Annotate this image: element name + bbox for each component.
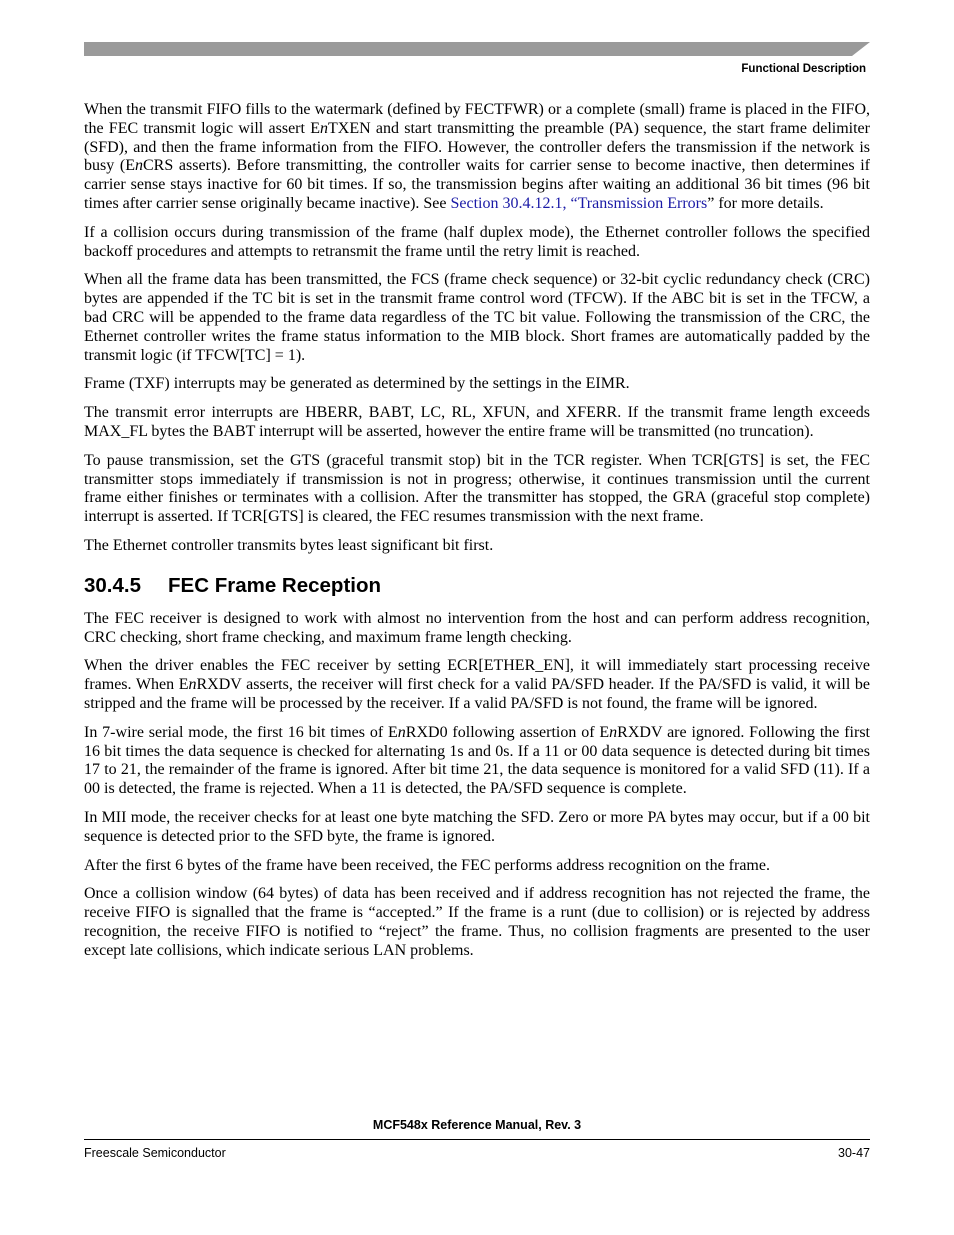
page-content bbox=[84, 101, 870, 970]
section-title: FEC Frame Reception bbox=[168, 573, 382, 597]
paragraph-fcs: When all the frame data has been transmitted, the FCS (frame check sequence) or 32-bit cyclic redundancy check (CRC) bytes are appended if the TC bit is set in the transmit frame control word (TFCW). If the ABC bit is set in the TFCW, a bad CRC will be appended to the frame data regardless of the TC bit value. Following the transmission of the CRC, the Ethernet controller writes the frame status information to the MIB block. Short frames are automatically padded by the transmit logic (if TFCW[TC] = 1). bbox=[84, 271, 870, 364]
paragraph-driver-enable: When the driver enables the FEC receiver by setting ECR[ETHER_EN], it will immediately start processing receive frames. When EnRXDV asserts, the receiver will first check for a valid PA/SFD header. If the PA/SFD is valid, it will be stripped and the frame will be processed by the receiver. If a valid PA/SFD is not found, the frame will be ignored. bbox=[84, 657, 870, 712]
footer-manual-title: MCF548x Reference Manual, Rev. 3 bbox=[372, 1118, 582, 1132]
transmission-errors-link[interactable]: Section 30.4.12.1, “Transmission Errors bbox=[450, 194, 708, 212]
paragraph-7-wire: In 7-wire serial mode, the first 16 bit times of EnRXD0 following assertion of EnRXDV are ignored. Following the first 16 bit times the data sequence is checked for alternating 1s and 0s. If a 11 or 00 data sequence is detected during bit times 17 to 21, the remainder of the frame is ignored. After bit time 21, the data sequence is monitored for a valid SFD (11). If a 00 is detected, the frame is rejected. When a 11 is detected, the PA/SFD sequence is complete. bbox=[84, 723, 870, 798]
paragraph-error-interrupts: The transmit error interrupts are HBERR, BABT, LC, RL, XFUN, and XFERR. If the transmit frame length exceeds MAX_FL bytes the BABT interrupt will be asserted, however the entire frame will be transmitted (no truncation). bbox=[84, 404, 870, 440]
paragraph-txf: Frame (TXF) interrupts may be generated as determined by the settings in the EIMR. bbox=[84, 375, 630, 393]
section-heading bbox=[84, 574, 870, 598]
paragraph-collision-window: Once a collision window (64 bytes) of data has been received and if address recognition has not rejected the frame, the receive FIFO is signalled that the frame is “accepted.” If the frame is a runt (due to collision) or is rejected by address recognition, the receive FIFO is notified to “reject” the frame. Thus, no collision fragments are presented to the user except late collisions, which indicate serious LAN problems. bbox=[84, 885, 870, 959]
paragraph-collision: If a collision occurs during transmission of the frame (half duplex mode), the Ethernet controller follows the specified backoff procedures and attempts to retransmit the frame until the retry limit is reached. bbox=[84, 223, 870, 260]
header-bar bbox=[84, 42, 870, 56]
running-header-title: Functional Description bbox=[741, 63, 866, 75]
paragraph-transmit-fifo: When the transmit FIFO fills to the watermark (defined by FECTFWR) or a complete (small) frame is placed in the FIFO, the FEC transmit logic will assert EnTXEN and start transmitting the preamble (PA) sequence, the start frame delimiter (SFD), and then the frame information from the FIFO. However, the controller defers the transmission if the network is busy (EnCRS asserts). Before transmitting, the controller waits for carrier sense to become inactive, then determines if carrier sense stays inactive for 60 bit times. If so, the transmission begins after waiting an additional 36 bit times (96 bit times after carrier sense originally became inactive). See Section 30.4.12.1, “Transmission Errors” for more details. bbox=[84, 101, 871, 212]
paragraph-pause: To pause transmission, set the GTS (graceful transmit stop) bit in the TCR register. When TCR[GTS] is set, the FEC transmitter stops immediately if transmission is not in progress; otherwise, it continues transmission until the current frame either finishes or terminates with a collision. After the transmitter has stopped, the GRA (graceful stop complete) interrupt is asserted. If TCR[GTS] is cleared, the FEC resumes transmission with the next frame. bbox=[84, 451, 870, 526]
paragraph-bit-order: The Ethernet controller transmits bytes least significant bit first. bbox=[84, 536, 494, 554]
section-number: 30.4.5 bbox=[84, 573, 141, 597]
footer-company: Freescale Semiconductor bbox=[84, 1146, 226, 1160]
paragraph-address-recognition: After the first 6 bytes of the frame have been received, the FEC performs address recognition on the frame. bbox=[84, 856, 770, 874]
footer-divider bbox=[84, 1139, 870, 1140]
paragraph-receiver-intro: The FEC receiver is designed to work with almost no intervention from the host and can perform address recognition, CRC checking, short frame checking, and maximum frame length checking. bbox=[84, 609, 870, 646]
footer-page-number: 30-47 bbox=[838, 1146, 870, 1160]
paragraph-mii-mode: In MII mode, the receiver checks for at least one byte matching the SFD. Zero or more PA bytes may occur, but if a 00 bit sequence is detected prior to the SFD byte, the frame is ignored. bbox=[84, 808, 870, 845]
